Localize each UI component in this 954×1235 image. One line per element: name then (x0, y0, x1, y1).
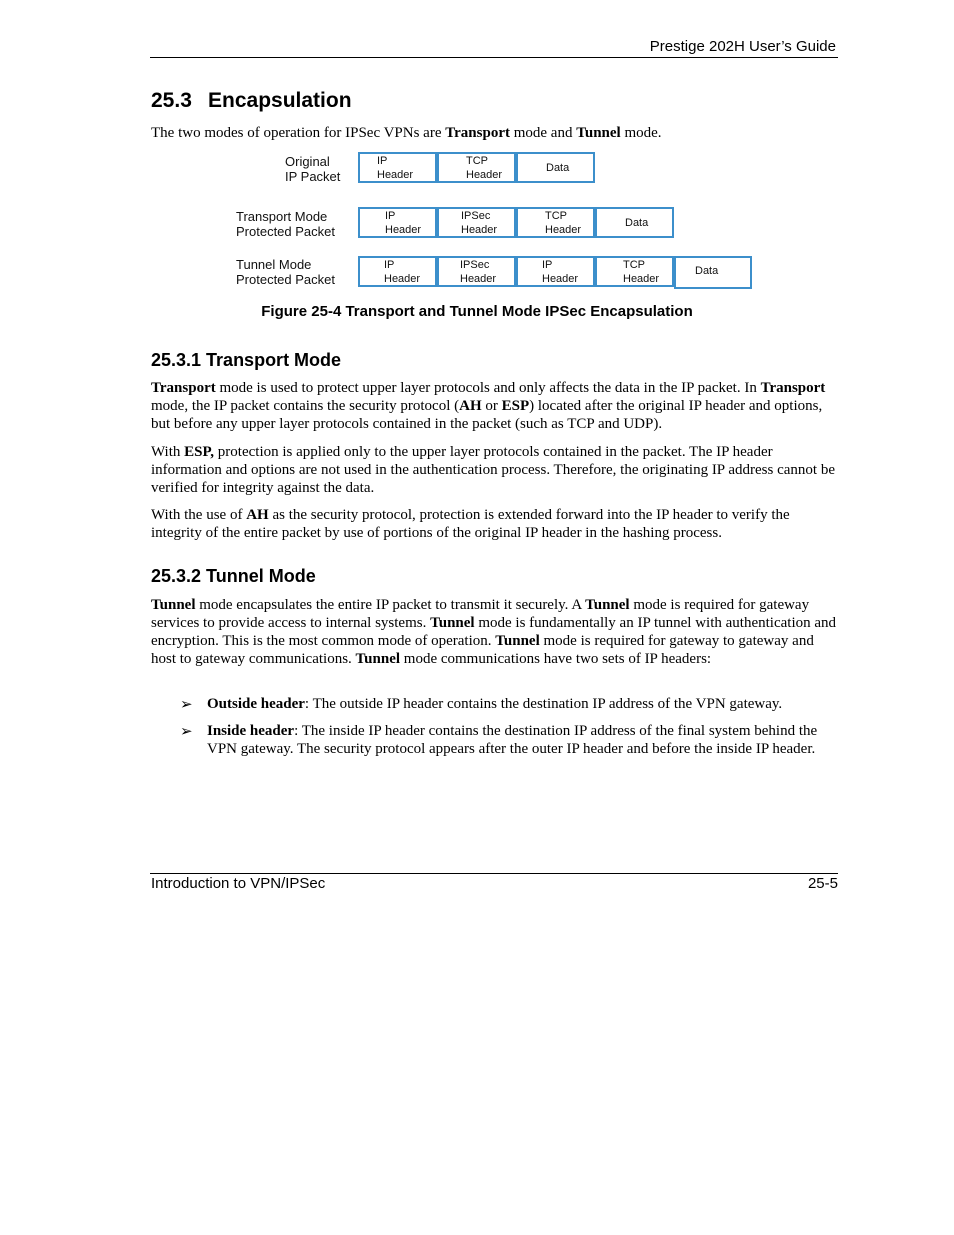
packet-cell (595, 256, 674, 287)
cell-label: Header (461, 224, 498, 236)
paragraph-text: mode, the IP packet contains the security protocol ( (151, 398, 460, 414)
bold-term: ESP, (184, 444, 215, 460)
section-number: 25.3 (151, 89, 192, 112)
paragraph-text: protection is applied only to the upper layer protocols contained in the packet. The IP header information and options are not used in the authentication process. Therefore, the originating IP address cannot be verified for integrity against the data. (151, 444, 835, 496)
subsection-heading-transport: 25.3.1 Transport Mode (151, 350, 342, 370)
bold-term: Tunnel (495, 633, 540, 649)
cell-label: Header (385, 224, 422, 236)
cell-label: IPSec (461, 210, 491, 222)
cell-label: Header (542, 273, 579, 285)
footer-page-number: 25-5 (807, 875, 838, 892)
paragraph-text: With (151, 444, 185, 460)
arrow-bullet-icon: ➢ (180, 696, 193, 713)
row-label-line: IP Packet (285, 169, 341, 184)
intro-tunnel-bold: Tunnel (576, 125, 621, 141)
running-header-title: Prestige 202H User’s Guide (649, 38, 836, 55)
row-label-line: Protected Packet (236, 272, 335, 287)
bold-term: Transport (151, 380, 216, 396)
packet-cell (437, 256, 516, 287)
bold-term: ESP (501, 398, 530, 414)
bold-term: Tunnel (430, 615, 475, 631)
intro-text: mode. (620, 125, 662, 141)
intro-text: mode and (509, 125, 577, 141)
cell-label: Header (466, 169, 503, 181)
bold-term: AH (459, 398, 482, 414)
bold-term: AH (246, 507, 269, 523)
packet-cell (437, 207, 516, 238)
row-label-line: Transport Mode (236, 209, 328, 224)
transport-paragraph-3 (151, 506, 839, 542)
section-title: Encapsulation (208, 89, 352, 112)
row-label-transport (236, 209, 335, 239)
paragraph-text: mode is required for gateway to gateway and host to gateway communications. (151, 633, 814, 667)
transport-paragraph-1 (151, 379, 839, 433)
bold-term: Outside header (207, 696, 305, 712)
cell-label: Header (460, 273, 497, 285)
row-label-original (285, 154, 340, 184)
bullet-outside-header (207, 695, 832, 713)
cell-label: IP (385, 210, 396, 222)
cell-label: IP (377, 155, 388, 167)
packet-cell (358, 256, 437, 287)
bold-term: Tunnel (151, 597, 196, 613)
cell-label: Header (545, 224, 582, 236)
encapsulation-diagram (0, 0, 954, 300)
cell-label: IP (384, 259, 395, 271)
cell-label: Header (384, 273, 421, 285)
packet-cell (437, 152, 516, 183)
cell-label: IPSec (460, 259, 490, 271)
paragraph-text: : The inside IP header contains the destination IP address of the final system behind the VPN gateway. The security protocol appears after the outer IP header and before the inside IP header. (207, 723, 818, 757)
paragraph-text: mode is required for gateway services to provide access to internal systems. (151, 597, 810, 631)
paragraph-text: mode encapsulates the entire IP packet to transmit it securely. A (195, 597, 586, 613)
packet-cell (358, 207, 437, 238)
cell-label: Data (625, 217, 649, 229)
cell-label: Header (377, 169, 414, 181)
packet-cell (595, 207, 674, 238)
tunnel-paragraph-1 (151, 596, 839, 668)
paragraph-text: or (481, 398, 502, 414)
transport-paragraph-2 (151, 443, 839, 497)
bold-term: Transport (760, 380, 826, 396)
packet-cell (516, 256, 595, 287)
footer-rule (150, 873, 838, 874)
packet-cell (358, 152, 437, 183)
cell-label: Header (623, 273, 660, 285)
figure-caption: Figure 25-4 Transport and Tunnel Mode IPSec Encapsulation (261, 303, 693, 320)
bold-term: Tunnel (355, 651, 401, 667)
row-label-line: Tunnel Mode (236, 257, 312, 272)
arrow-bullet-icon: ➢ (180, 723, 193, 740)
row-label-tunnel (236, 257, 335, 287)
footer-chapter-title: Introduction to VPN/IPSec (151, 875, 326, 892)
packet-cell (516, 152, 595, 183)
bold-term: Tunnel (585, 597, 630, 613)
bullet-inside-header (207, 722, 832, 758)
row-label-line: Original (285, 154, 330, 169)
paragraph-text: mode is used to protect upper layer protocols and only affects the data in the IP packet. In (215, 380, 761, 396)
bold-term: Inside header (207, 723, 295, 739)
cell-label: Data (695, 265, 719, 277)
intro-text: The two modes of operation for IPSec VPNs are (151, 125, 446, 141)
paragraph-text: ) located after the original IP header and options, but before any upper layer protocols contained in the packet (such as TCP and UDP). (151, 398, 823, 432)
cell-label: TCP (466, 155, 488, 167)
cell-label: IP (542, 259, 553, 271)
paragraph-text: mode is fundamentally an IP tunnel with authentication and encryption. This is the most common mode of operation. (151, 615, 837, 649)
packet-cell (674, 256, 752, 289)
intro-transport-bold: Transport (445, 125, 510, 141)
subsection-heading-tunnel: 25.3.2 Tunnel Mode (151, 566, 316, 586)
paragraph-text: : The outside IP header contains the destination IP address of the VPN gateway. (304, 696, 783, 712)
row-label-line: Protected Packet (236, 224, 335, 239)
packet-cell (516, 207, 595, 238)
paragraph-text: mode communications have two sets of IP headers: (400, 651, 712, 667)
cell-label: TCP (545, 210, 567, 222)
cell-label: Data (546, 162, 570, 174)
paragraph-text: as the security protocol, protection is extended forward into the IP header to verify the integrity of the entire packet by use of portions of the original IP header in the hashing process. (151, 507, 790, 541)
cell-label: TCP (623, 259, 645, 271)
paragraph-text: With the use of (151, 507, 247, 523)
